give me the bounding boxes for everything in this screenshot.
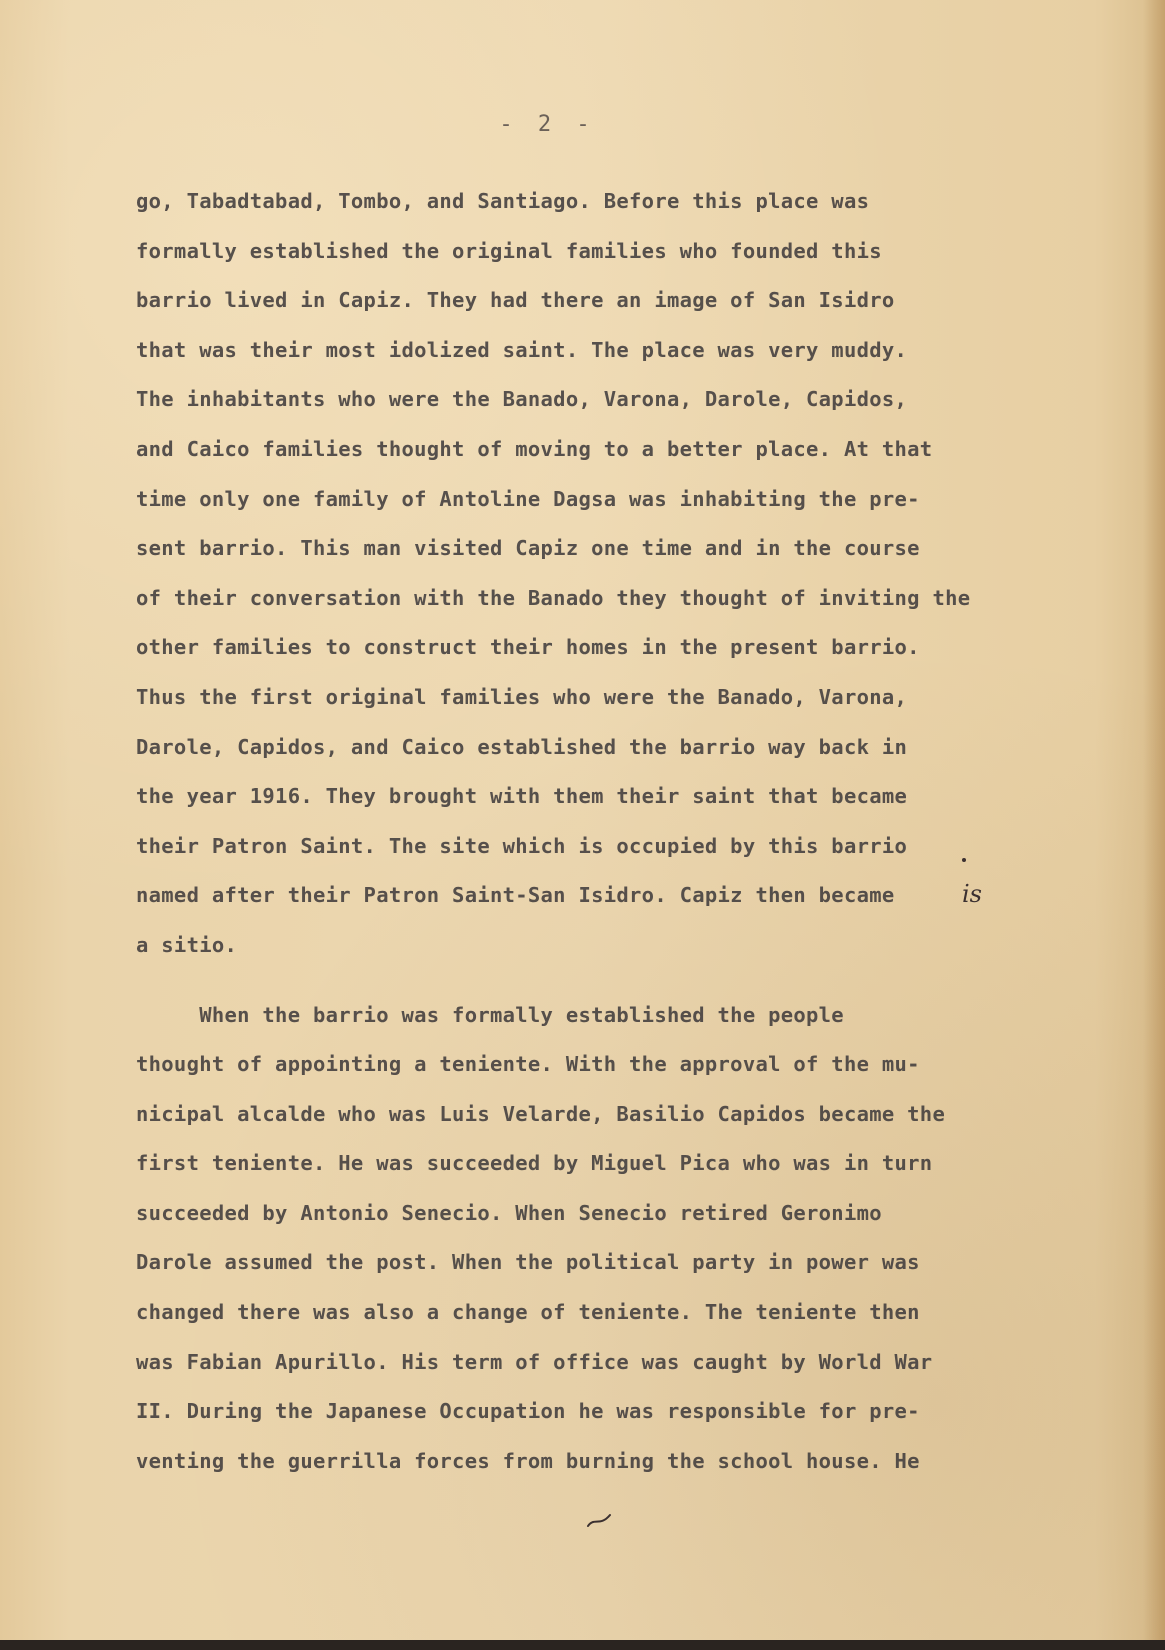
text-line: time only one family of Antoline Dagsa was inhabiting the pre- (136, 486, 920, 511)
text-line: The inhabitants who were the Banado, Varona, Darole, Capidos, (136, 387, 908, 412)
scan-bottom-edge (0, 1640, 1165, 1650)
handwritten-insertion: is (962, 880, 982, 908)
document-body (136, 177, 1016, 1486)
text-line: a sitio. (136, 932, 238, 957)
text-line: that was their most idolized saint. The place was very muddy. (136, 337, 908, 362)
text-line: was Fabian Apurillo. His term of office was caught by World War (136, 1349, 933, 1374)
text-line: of their conversation with the Banado they thought of inviting the (136, 585, 971, 610)
paragraph-1 (136, 177, 1016, 971)
paragraph-2 (136, 991, 1016, 1487)
handwritten-dot (962, 858, 966, 862)
text-line: sent barrio. This man visited Capiz one time and in the course (136, 536, 920, 561)
text-line: nicipal alcalde who was Luis Velarde, Basilio Capidos became the (136, 1101, 946, 1126)
text-line: first teniente. He was succeeded by Miguel Pica who was in turn (136, 1151, 933, 1176)
text-line: and Caico families thought of moving to a better place. At that (136, 436, 933, 461)
text-line: their Patron Saint. The site which is occupied by this barrio (136, 833, 908, 858)
text-line: When the barrio was formally established the people (136, 1002, 844, 1027)
paper-edge-shadow (1143, 0, 1165, 1650)
scan-footer-strip (0, 1632, 1140, 1640)
text-line: Darole, Capidos, and Caico established the barrio way back in (136, 734, 908, 759)
text-line: Darole assumed the post. When the political party in power was (136, 1250, 920, 1275)
page-number: - 2 - (499, 112, 596, 137)
text-line: Thus the first original families who were the Banado, Varona, (136, 684, 908, 709)
handwritten-correction-mark (586, 1513, 612, 1529)
text-line: formally established the original families who founded this (136, 238, 882, 263)
text-line: go, Tabadtabad, Tombo, and Santiago. Before this place was (136, 189, 870, 213)
text-line: other families to construct their homes in the present barrio. (136, 635, 920, 660)
text-line: named after their Patron Saint-San Isidro. Capiz then became (136, 883, 895, 908)
text-line: succeeded by Antonio Senecio. When Senecio retired Geronimo (136, 1200, 882, 1225)
text-line: thought of appointing a teniente. With the approval of the mu- (136, 1052, 920, 1077)
text-line: changed there was also a change of teniente. The teniente then (136, 1300, 920, 1325)
text-line: II. During the Japanese Occupation he was responsible for pre- (136, 1399, 920, 1424)
text-line: the year 1916. They brought with them their saint that became (136, 784, 908, 809)
text-line: venting the guerrilla forces from burning the school house. He (136, 1448, 920, 1473)
text-line: barrio lived in Capiz. They had there an image of San Isidro (136, 288, 895, 313)
